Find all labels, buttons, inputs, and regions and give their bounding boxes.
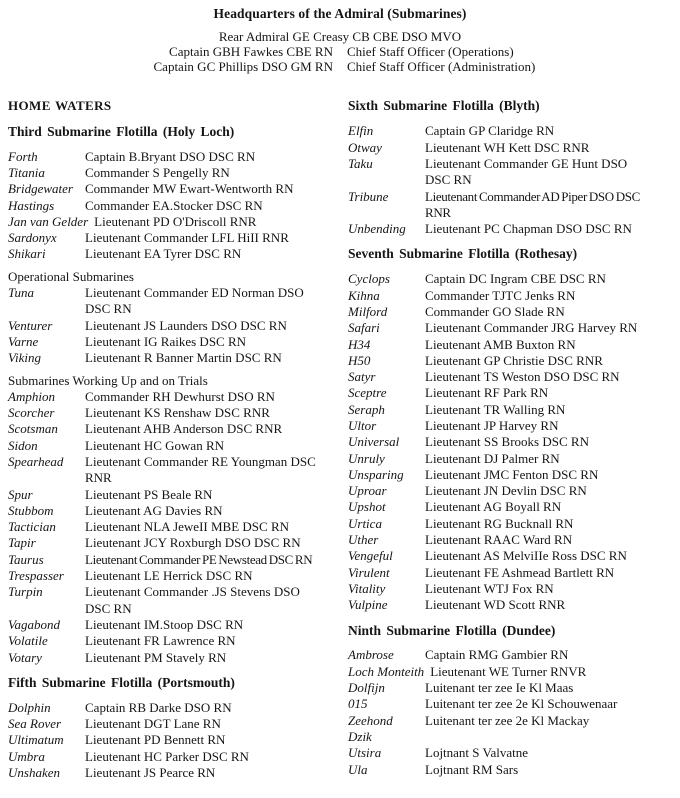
ship-row (348, 548, 672, 564)
ship-row (348, 369, 672, 385)
ship-row (348, 402, 672, 418)
ship-row (8, 535, 340, 551)
ship-name: Virulent (348, 564, 390, 580)
ship-name: Upshot (348, 499, 386, 515)
ship-row (8, 454, 340, 487)
ship-name: Tuna (8, 285, 35, 301)
officer-name: Lieutenant Commander JRG Harvey RN (425, 320, 638, 336)
officer-name: Lieutenant HC Parker DSC RN (85, 748, 249, 764)
ship-name: Scorcher (8, 405, 55, 421)
ship-list (8, 149, 340, 263)
ship-name: Otway (348, 139, 382, 155)
officer-name: Captain RB Darke DSO RN (85, 699, 232, 715)
ship-name: Utsira (348, 745, 382, 761)
flotilla-heading: Seventh Submarine Flotilla (Rothesay) (348, 246, 578, 262)
ship-name: Ambrose (348, 647, 394, 663)
ship-name: Viking (8, 350, 41, 366)
ship-name: Bridgewater (8, 181, 73, 197)
right-column (348, 98, 672, 781)
ship-row (8, 181, 340, 197)
officer-name: Lieutenant PS Beale RN (85, 486, 213, 502)
ship-list (348, 647, 672, 777)
region-heading: HOME WATERS (8, 98, 112, 114)
ship-row (8, 584, 340, 617)
officer-name: Lieutenant Commander AD Piper DSO DSC RNR (425, 188, 640, 220)
ship-name: Unbending (348, 221, 406, 237)
officer-name: Lieutenant JCY Roxburgh DSO DSC RN (85, 535, 301, 551)
ship-name: Volatile (8, 633, 48, 649)
officer-name: Lieutenant NLA JeweII MBE DSC RN (85, 519, 290, 535)
officer-name: Lieutenant FR Lawrence RN (85, 633, 236, 649)
ship-row (348, 565, 672, 581)
officer-name: Lieutenant PC Chapman DSO DSC RN (425, 221, 632, 237)
ship-name: Amphion (8, 388, 55, 404)
ship-name: Venturer (8, 317, 53, 333)
two-column-body (0, 98, 680, 781)
officer-name: Lojtnant RM Sars (425, 761, 519, 777)
officer-name: Lieutenant AG Davies RN (85, 502, 223, 518)
ship-row (348, 418, 672, 434)
ship-row (348, 597, 672, 613)
ship-name: Forth (8, 148, 38, 164)
ship-list (348, 271, 672, 613)
ship-name: Vagabond (8, 616, 60, 632)
ship-name: Sea Rover (8, 716, 62, 732)
ship-name: Milford (348, 303, 388, 319)
officer-name: Lieutenant AS MelviIIe Ross DSC RN (425, 548, 627, 564)
ship-name: Vulpine (348, 597, 388, 613)
ship-name: Titania (8, 164, 45, 180)
ship-row (348, 499, 672, 515)
ship-name: Seraph (348, 401, 385, 417)
officer-name: Captain GP Claridge RN (425, 123, 555, 139)
ship-name: Tribune (348, 188, 389, 204)
ship-row (348, 581, 672, 597)
ship-row (8, 246, 340, 262)
ship-name: Sidon (8, 437, 38, 453)
officer-name: Lieutenant IG Raikes DSC RN (85, 333, 247, 349)
officer-name: Luitenant ter zee 2e Kl Schouwenaar (425, 696, 618, 712)
ship-name: Elfin (348, 123, 374, 139)
officer-name: Lieutenant RG Bucknall RN (425, 515, 574, 531)
staff-officer-role: Chief Staff Officer (Administration) (347, 59, 536, 75)
officer-name: Lieutenant DJ Palmer RN (425, 450, 560, 466)
ship-name: Sardonyx (8, 230, 57, 246)
ship-row (348, 729, 672, 745)
ship-name: Loch Monteith (348, 663, 425, 679)
flotilla-heading: Ninth Submarine Flotilla (Dundee) (348, 622, 556, 638)
staff-officer-name: Captain GBH Fawkes CBE RN (169, 44, 333, 60)
flotilla-heading: Third Submarine Flotilla (Holy Loch) (8, 123, 235, 139)
ship-name: Sceptre (348, 385, 387, 401)
ship-name: Dolphin (8, 699, 51, 715)
ship-name: Ultimatum (8, 732, 64, 748)
ship-name: Hastings (8, 197, 55, 213)
ship-name: Universal (348, 434, 400, 450)
officer-name: Lieutenant EA Tyrer DSC RN (85, 246, 242, 262)
officer-name: Lieutenant TR Walling RN (425, 401, 566, 417)
ship-name: Taku (348, 155, 373, 171)
ship-row (8, 438, 340, 454)
ship-row (8, 165, 340, 181)
ship-name: Kihna (348, 287, 380, 303)
ship-row (8, 230, 340, 246)
officer-name: Captain DC Ingram CBE DSC RN (425, 271, 606, 287)
officer-name: Lieutenant AHB Anderson DSC RNR (85, 421, 283, 437)
ship-row (348, 483, 672, 499)
officer-name: Lieutenant AMB Buxton RN (425, 336, 576, 352)
ship-row (348, 434, 672, 450)
officer-name: Lieutenant PD O'Driscoll RNR (94, 213, 257, 229)
officer-name: Lieutenant RAAC Ward RN (425, 532, 573, 548)
officer-name: Lieutenant JN Devlin DSC RN (425, 483, 587, 499)
ship-name: Spur (8, 486, 33, 502)
officer-name: Luitenant ter zee Ie Kl Maas (425, 680, 574, 696)
ship-list (348, 123, 672, 237)
flotilla-heading: Fifth Submarine Flotilla (Portsmouth) (8, 674, 235, 690)
officer-name: Lieutenant DGT Lane RN (85, 716, 221, 732)
ship-row (8, 617, 340, 633)
staff-row (101, 59, 579, 74)
ship-row (348, 337, 672, 353)
officer-name: Luitenant ter zee 2e Kl Mackay (425, 712, 590, 728)
officer-name: Lieutenant JS Launders DSO DSC RN (85, 317, 287, 333)
ship-row (348, 288, 672, 304)
ship-name: H50 (348, 352, 371, 368)
officer-name: Lieutenant WH Kett DSC RNR (425, 139, 590, 155)
officer-name: Commander MW Ewart-Wentworth RN (85, 181, 294, 197)
ship-name: Stubbom (8, 502, 54, 518)
ship-name: Urtica (348, 515, 382, 531)
officer-name: Lieutenant R Banner Martin DSC RN (85, 350, 282, 366)
officer-name: Lieutenant LE Herrick DSC RN (85, 568, 253, 584)
officer-name: Captain RMG Gambier RN (425, 647, 569, 663)
ship-name: Dolfijn (348, 680, 385, 696)
ship-name: Ultor (348, 417, 377, 433)
ship-row (348, 156, 672, 189)
officer-name: Commander RH Dewhurst DSO RN (85, 388, 275, 404)
ship-row (8, 285, 340, 318)
officer-name: Captain B.Bryant DSO DSC RN (85, 148, 256, 164)
staff-officer-role: Chief Staff Officer (Operations) (347, 44, 514, 60)
ship-name: Dzik (348, 728, 372, 744)
ship-name: Unruly (348, 450, 385, 466)
ship-row (8, 389, 340, 405)
officer-name: Lieutenant PD Bennett RN (85, 732, 226, 748)
ship-name: Taurus (8, 551, 44, 567)
staff-officer-list (101, 44, 579, 74)
ship-row (348, 647, 672, 663)
ship-row (8, 421, 340, 437)
group-subheading: Operational Submarines (8, 268, 134, 284)
ship-row (348, 467, 672, 483)
ship-row (8, 749, 340, 765)
ship-row (348, 271, 672, 287)
ship-name: 015 (348, 696, 368, 712)
ship-name: H34 (348, 336, 371, 352)
ship-row (8, 405, 340, 421)
ship-name: Umbra (8, 748, 45, 764)
officer-name: Lieutenant Commander .JS Stevens DSO DSC RN (85, 584, 300, 616)
ship-row (8, 214, 340, 230)
ship-row (348, 680, 672, 696)
ship-list (8, 389, 340, 666)
ship-row (348, 123, 672, 139)
ship-row (8, 716, 340, 732)
officer-name: Lieutenant JMC Fenton DSC RN (425, 466, 599, 482)
ship-row (348, 385, 672, 401)
ship-name: Safari (348, 320, 380, 336)
ship-name: Unsparing (348, 466, 404, 482)
officer-name: Lieutenant PM Stavely RN (85, 649, 227, 665)
officer-name: Commander GO Slade RN (425, 303, 565, 319)
ship-list (8, 285, 340, 366)
ship-row (348, 140, 672, 156)
officer-name: Commander S Pengelly RN (85, 164, 230, 180)
ship-row (8, 650, 340, 666)
ship-name: Cyclops (348, 271, 390, 287)
ship-name: Jan van Gelder (8, 213, 89, 229)
ship-row (8, 149, 340, 165)
ship-row (8, 334, 340, 350)
ship-row (8, 765, 340, 781)
ship-name: Ula (348, 761, 368, 777)
flotilla-heading: Sixth Submarine Flotilla (Blyth) (348, 98, 540, 114)
ship-list (8, 700, 340, 781)
ship-row (8, 318, 340, 334)
officer-name: Lieutenant FE Ashmead Bartlett RN (425, 564, 615, 580)
officer-name: Lieutenant AG Boyall RN (425, 499, 562, 515)
officer-name: Lieutenant RF Park RN (425, 385, 549, 401)
admiral-line: Rear Admiral GE Creasy CB CBE DSO MVO (218, 28, 462, 44)
ship-row (348, 664, 672, 680)
ship-name: Zeehond (348, 712, 393, 728)
ship-row (8, 568, 340, 584)
ship-row (8, 732, 340, 748)
ship-row (8, 198, 340, 214)
ship-name: Spearhead (8, 454, 64, 469)
ship-name: Tactician (8, 519, 56, 535)
ship-name: Uproar (348, 483, 387, 499)
ship-row (8, 519, 340, 535)
ship-row (348, 762, 672, 778)
officer-name: Lieutenant JP Harvey RN (425, 417, 559, 433)
ship-row (348, 516, 672, 532)
ship-row (8, 633, 340, 649)
officer-name: Lieutenant Commander RE Youngman DSC RNR (85, 454, 316, 486)
officer-name: Lieutenant Commander ED Norman DSO DSC RN (85, 285, 304, 317)
ship-row (348, 532, 672, 548)
ship-row (8, 503, 340, 519)
officer-name: Lieutenant Commander GE Hunt DSO DSC RN (425, 155, 628, 188)
ship-name: Satyr (348, 369, 376, 385)
officer-name: Lieutenant IM.Stoop DSC RN (85, 616, 244, 632)
ship-row (348, 745, 672, 761)
officer-name: Commander TJTC Jenks RN (425, 287, 576, 303)
officer-name: Lieutenant Commander PE Newstead DSC RN (85, 551, 313, 567)
ship-row (8, 350, 340, 366)
staff-row (101, 44, 579, 59)
ship-row (8, 700, 340, 716)
ship-name: Shikari (8, 246, 46, 262)
officer-name: Lieutenant WTJ Fox RN (425, 580, 554, 596)
ship-row (348, 304, 672, 320)
ship-name: Scotsman (8, 421, 58, 437)
staff-officer-name: Captain GC Phillips DSO GM RN (153, 59, 333, 75)
ship-row (348, 189, 672, 222)
officer-name: Lieutenant JS Pearce RN (85, 764, 216, 780)
document-page (0, 6, 680, 781)
ship-name: Unshaken (8, 764, 60, 780)
ship-name: Vengeful (348, 548, 393, 564)
ship-row (348, 320, 672, 336)
ship-row (348, 221, 672, 237)
officer-name: Lieutenant WD Scott RNR (425, 597, 566, 613)
left-column (8, 98, 340, 781)
officer-name: Lieutenant WE Turner RNVR (430, 663, 587, 679)
officer-name: Lieutenant Commander LFL HiII RNR (85, 230, 289, 246)
ship-name: Varne (8, 333, 39, 349)
ship-name: Tapir (8, 535, 36, 551)
ship-name: Uther (348, 532, 379, 548)
officer-name: Lojtnant S Valvatne (425, 745, 529, 761)
officer-name: Commander EA.Stocker DSC RN (85, 197, 263, 213)
ship-row (348, 353, 672, 369)
ship-name: Vitality (348, 580, 386, 596)
group-subheading: Submarines Working Up and on Trials (8, 372, 208, 388)
officer-name: Lieutenant TS Weston DSO DSC RN (425, 369, 620, 385)
ship-name: Votary (8, 649, 42, 665)
document-header (0, 6, 680, 74)
officer-name: Lieutenant KS Renshaw DSC RNR (85, 405, 270, 421)
ship-row (348, 696, 672, 712)
officer-name: Lieutenant HC Gowan RN (85, 437, 225, 453)
ship-name: Turpin (8, 584, 43, 600)
ship-name: Trespasser (8, 568, 64, 584)
officer-name: Lieutenant GP Christie DSC RNR (425, 352, 603, 368)
ship-row (8, 487, 340, 503)
ship-row (348, 713, 672, 729)
officer-name: Lieutenant SS Brooks DSC RN (425, 434, 589, 450)
ship-row (348, 451, 672, 467)
page-title: Headquarters of the Admiral (Submarines) (213, 6, 467, 21)
ship-row (8, 552, 340, 568)
